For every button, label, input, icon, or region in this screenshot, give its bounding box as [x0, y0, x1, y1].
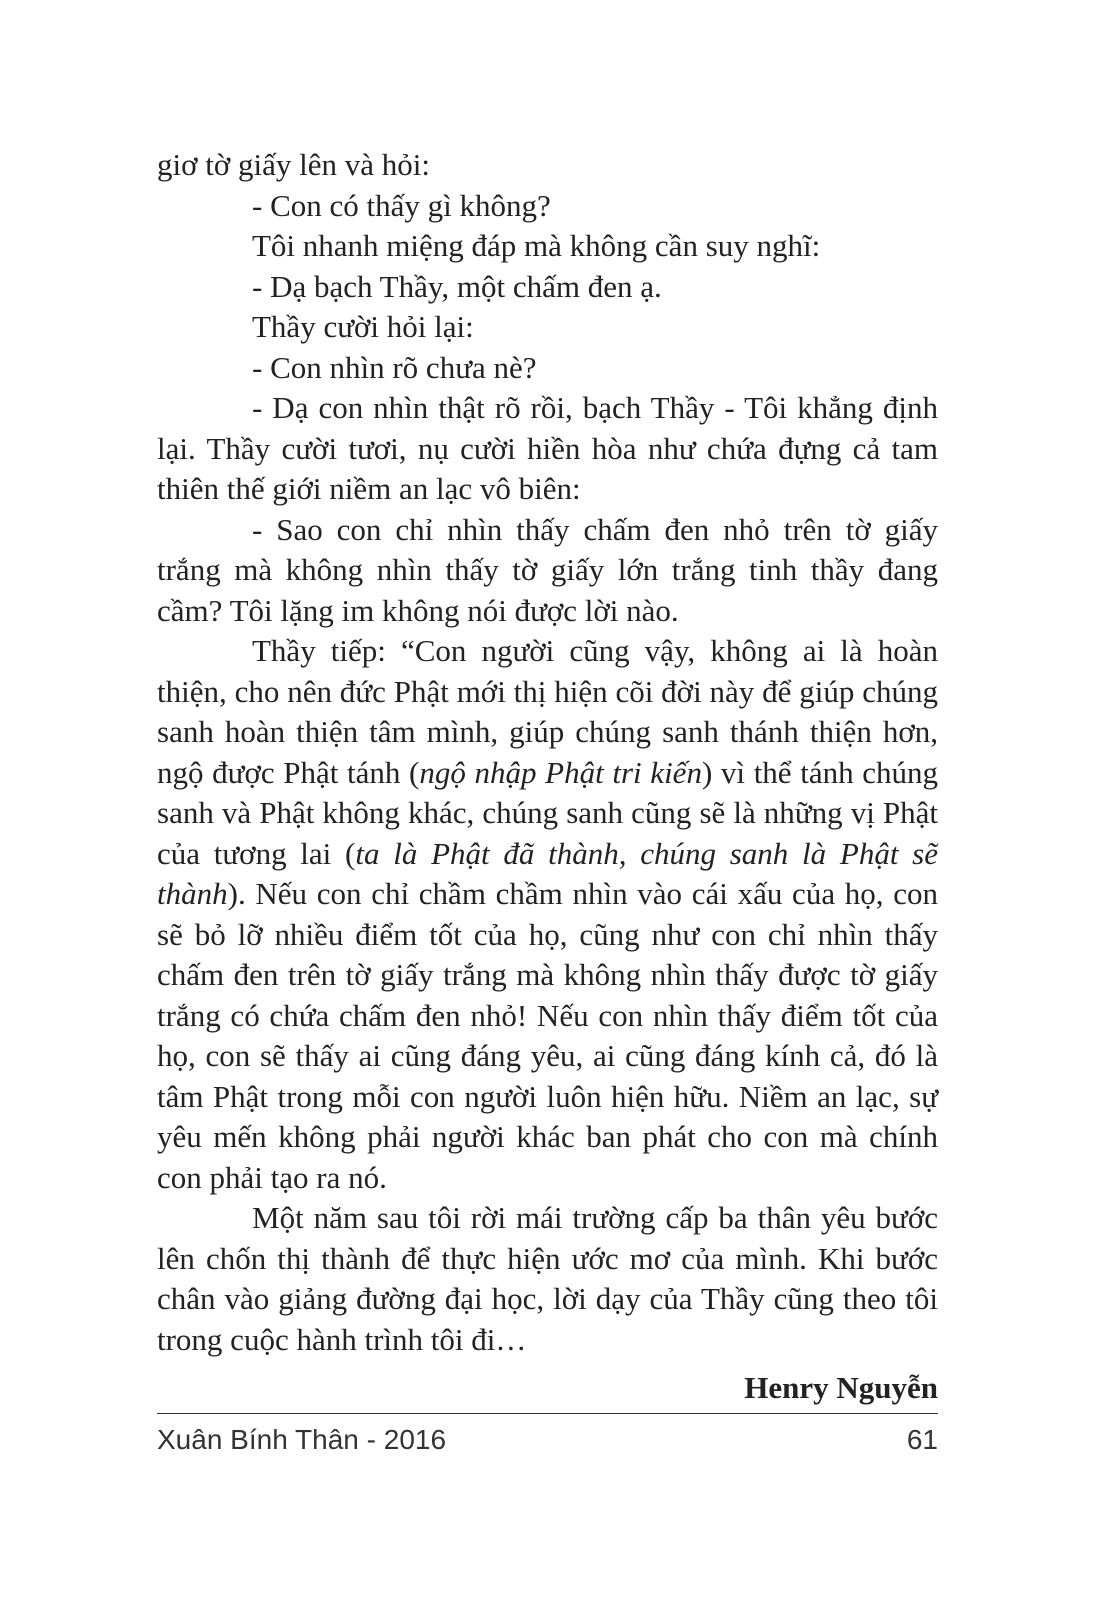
- footer-issue: Xuân Bính Thân - 2016: [157, 1424, 447, 1455]
- paragraph-8-italic-2: ta là Phật đã thành, chúng sanh là Phật sẽ thành: [157, 835, 938, 911]
- paragraph-8-italic-1: ngộ nhập Phật tri kiến: [419, 754, 702, 790]
- paragraph-2: Tôi nhanh miệng đáp mà không cần suy nghĩ:: [252, 228, 821, 263]
- paragraph-1: - Con có thấy gì không?: [252, 187, 551, 223]
- page-footer: [157, 1420, 938, 1460]
- paragraph-3: - Dạ bạch Thầy, một chấm đen ạ.: [252, 268, 662, 304]
- article-body: [157, 145, 938, 1409]
- paragraph-6: - Dạ con nhìn thật rõ rồi, bạch Thầy - Tôi khẳng định lại. Thầy cười tươi, nụ cười hiền hòa như chứa đựng cả tam thiên thế giới niềm an lạc vô biên:: [157, 390, 938, 506]
- paragraph-8: [157, 631, 938, 1198]
- paragraph-0: giơ tờ giấy lên và hỏi:: [157, 147, 430, 182]
- page-number: 61: [906, 1424, 938, 1455]
- paragraph-8-text-1: Thầy tiếp: “Con người cũng vậy, không ai là hoàn thiện, cho nên đức Phật mới thị hiện cõi đời này để giúp chúng sanh hoàn thiện tâm mình, giúp chúng sanh thánh thiện hơn, ngộ được Phật tánh (: [157, 633, 938, 790]
- paragraph-4: Thầy cười hỏi lại:: [252, 309, 474, 344]
- paragraph-8-text-3: ). Nếu con chỉ chầm chầm nhìn vào cái xấu của họ, con sẽ bỏ lỡ nhiều điểm tốt của họ, cũng như con chỉ nhìn thấy chấm đen trên tờ giấy trắng mà không nhìn thấy được tờ giấy trắng có chứa chấm đen nhỏ! Nếu con nhìn thấy điểm tốt của họ, con sẽ thấy ai cũng đáng yêu, ai cũng đáng kính cả, đó là tâm Phật trong mỗi con người luôn hiện hữu. Niềm an lạc, sự yêu mến không phải người khác ban phát cho con mà chính con phải tạo ra nó.: [157, 876, 938, 1195]
- paragraph-9: Một năm sau tôi rời mái trường cấp ba thân yêu bước lên chốn thị thành để thực hiện ước mơ của mình. Khi bước chân vào giảng đường đại học, lời dạy của Thầy cũng theo tôi trong cuộc hành trình tôi đi…: [157, 1200, 938, 1357]
- paragraph-7: - Sao con chỉ nhìn thấy chấm đen nhỏ trên tờ giấy trắng mà không nhìn thấy tờ giấy lớn trắng tinh thầy đang cầm? Tôi lặng im không nói được lời nào.: [157, 511, 938, 628]
- author-signature: Henry Nguyễn: [744, 1370, 938, 1405]
- footer-divider: [157, 1413, 938, 1414]
- paragraph-8-text-2: ) vì thể tánh chúng sanh và Phật không khác, chúng sanh cũng sẽ là những vị Phật của tương lai (: [157, 754, 938, 871]
- paragraph-5: - Con nhìn rõ chưa nè?: [252, 349, 537, 385]
